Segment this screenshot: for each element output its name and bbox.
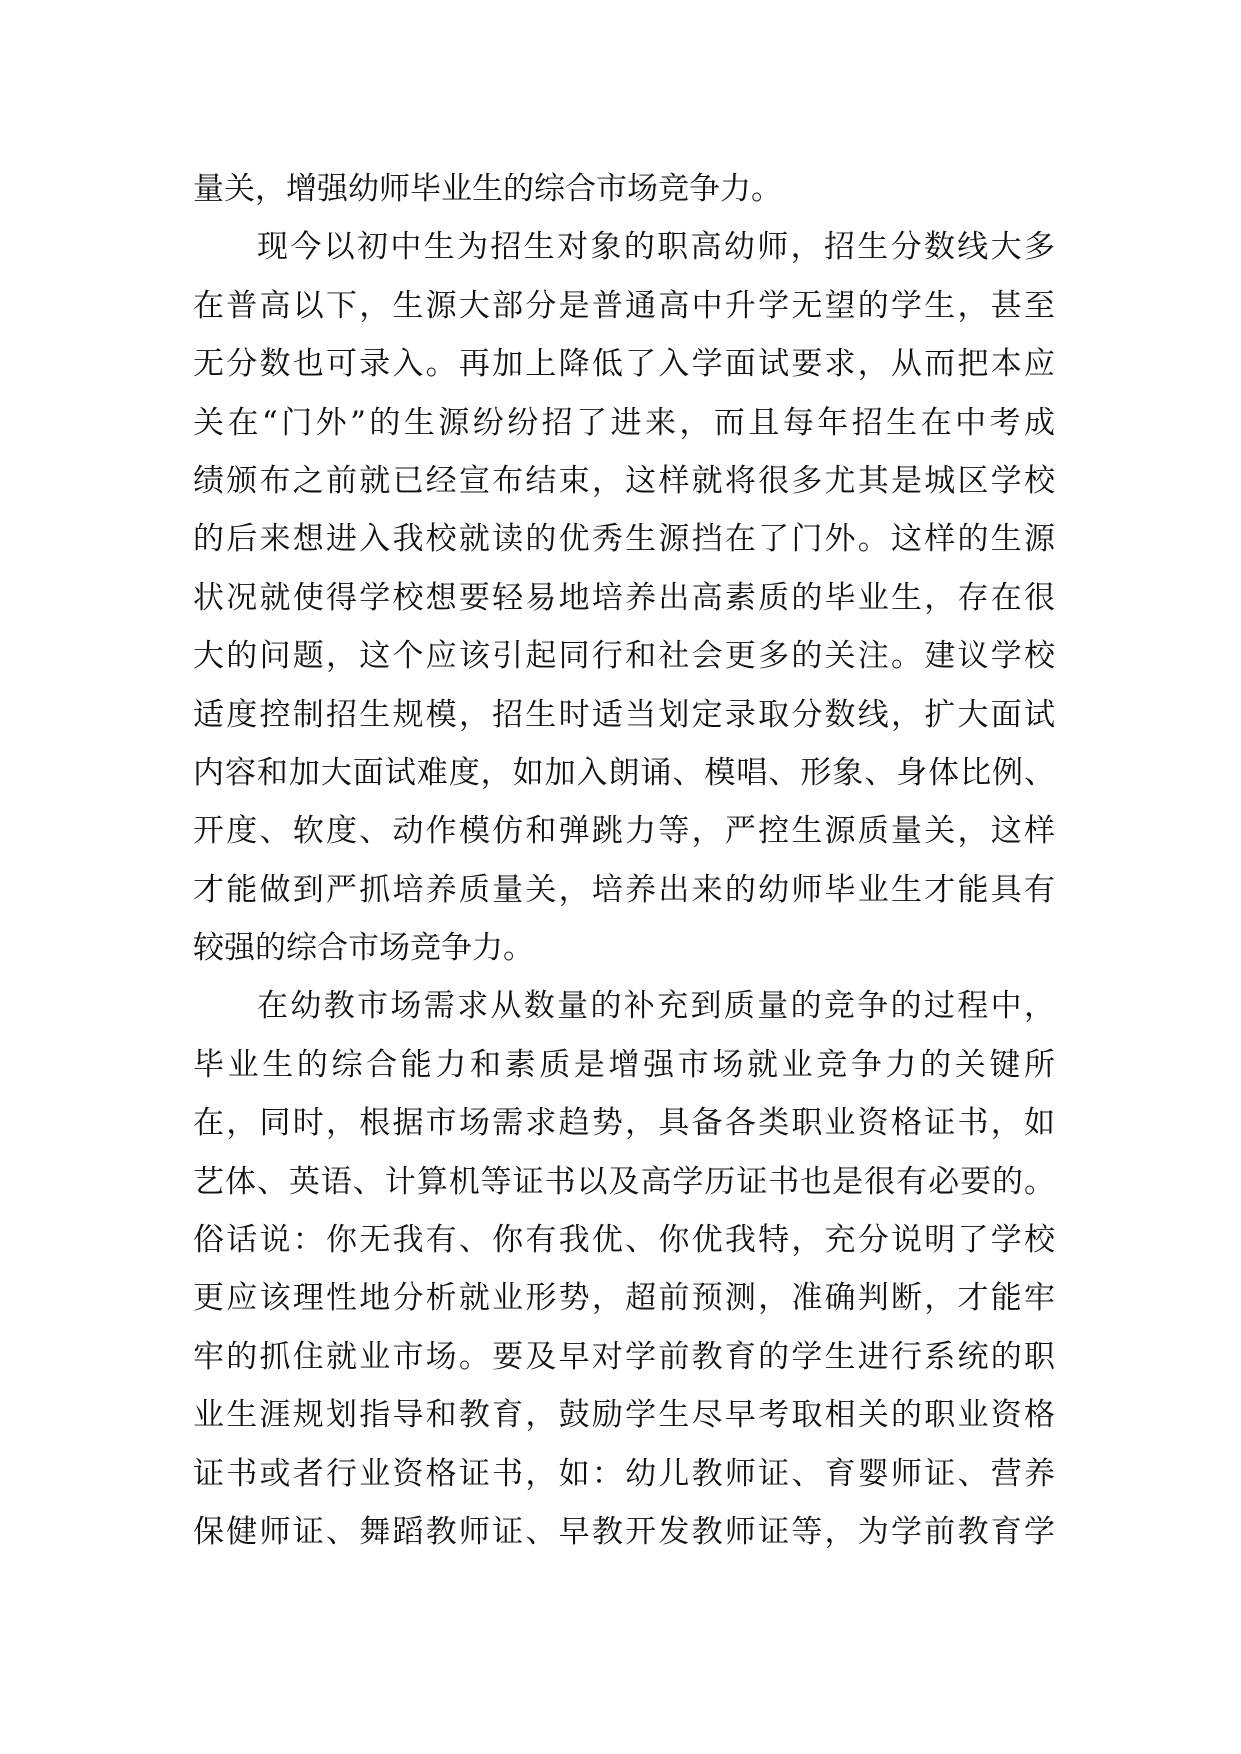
text-line: 关在“门外”的生源纷纷招了进来，而且每年招生在中考成 bbox=[193, 404, 1055, 441]
text-line: 在，同时，根据市场需求趋势，具备各类职业资格证书，如 bbox=[193, 1105, 1055, 1142]
text-line: 业生涯规划指导和教育，鼓励学生尽早考取相关的职业资格 bbox=[193, 1397, 1055, 1434]
text-line: 在普高以下，生源大部分是普通高中升学无望的学生，甚至 bbox=[193, 287, 1055, 324]
paragraph bbox=[193, 218, 1055, 977]
text-line: 量关，增强幼师毕业生的综合市场竞争力。 bbox=[193, 171, 782, 207]
document-body bbox=[193, 160, 1055, 1561]
text-line: 无分数也可录入。再加上降低了入学面试要求，从而把本应 bbox=[193, 346, 1055, 383]
text-line: 开度、软度、动作模仿和弹跳力等，严控生源质量关，这样 bbox=[193, 813, 1055, 850]
text-line: 大的问题，这个应该引起同行和社会更多的关注。建议学校 bbox=[193, 638, 1055, 675]
text-line: 内容和加大面试难度，如加入朗诵、模唱、形象、身体比例、 bbox=[193, 754, 1055, 791]
text-line: 保健师证、舞蹈教师证、早教开发教师证等，为学前教育学 bbox=[193, 1513, 1055, 1550]
text-line: 在幼教市场需求从数量的补充到质量的竞争的过程中， bbox=[257, 988, 1055, 1025]
text-line: 才能做到严抓培养质量关，培养出来的幼师毕业生才能具有 bbox=[193, 871, 1055, 908]
text-line: 艺体、英语、计算机等证书以及高学历证书也是很有必要的。 bbox=[193, 1163, 1055, 1200]
text-line: 毕业生的综合能力和素质是增强市场就业竞争力的关键所 bbox=[193, 1046, 1055, 1083]
text-line: 状况就使得学校想要轻易地培养出高素质的毕业生，存在很 bbox=[193, 579, 1055, 616]
text-line: 牢的抓住就业市场。要及早对学前教育的学生进行系统的职 bbox=[193, 1338, 1055, 1375]
text-line: 更应该理性地分析就业形势，超前预测，准确判断，才能牢 bbox=[193, 1280, 1055, 1317]
paragraph bbox=[193, 977, 1055, 1561]
text-line: 现今以初中生为招生对象的职高幼师，招生分数线大多 bbox=[257, 229, 1055, 266]
text-line: 证书或者行业资格证书，如：幼儿教师证、育婴师证、营养 bbox=[193, 1455, 1055, 1492]
text-line: 较强的综合市场竞争力。 bbox=[193, 930, 534, 967]
text-line: 适度控制招生规模，招生时适当划定录取分数线，扩大面试 bbox=[193, 696, 1055, 733]
paragraph bbox=[193, 160, 1055, 218]
text-line: 俗话说：你无我有、你有我优、你优我特，充分说明了学校 bbox=[193, 1222, 1055, 1259]
text-line: 绩颁布之前就已经宣布结束，这样就将很多尤其是城区学校 bbox=[193, 462, 1055, 499]
text-line: 的后来想进入我校就读的优秀生源挡在了门外。这样的生源 bbox=[193, 521, 1055, 558]
